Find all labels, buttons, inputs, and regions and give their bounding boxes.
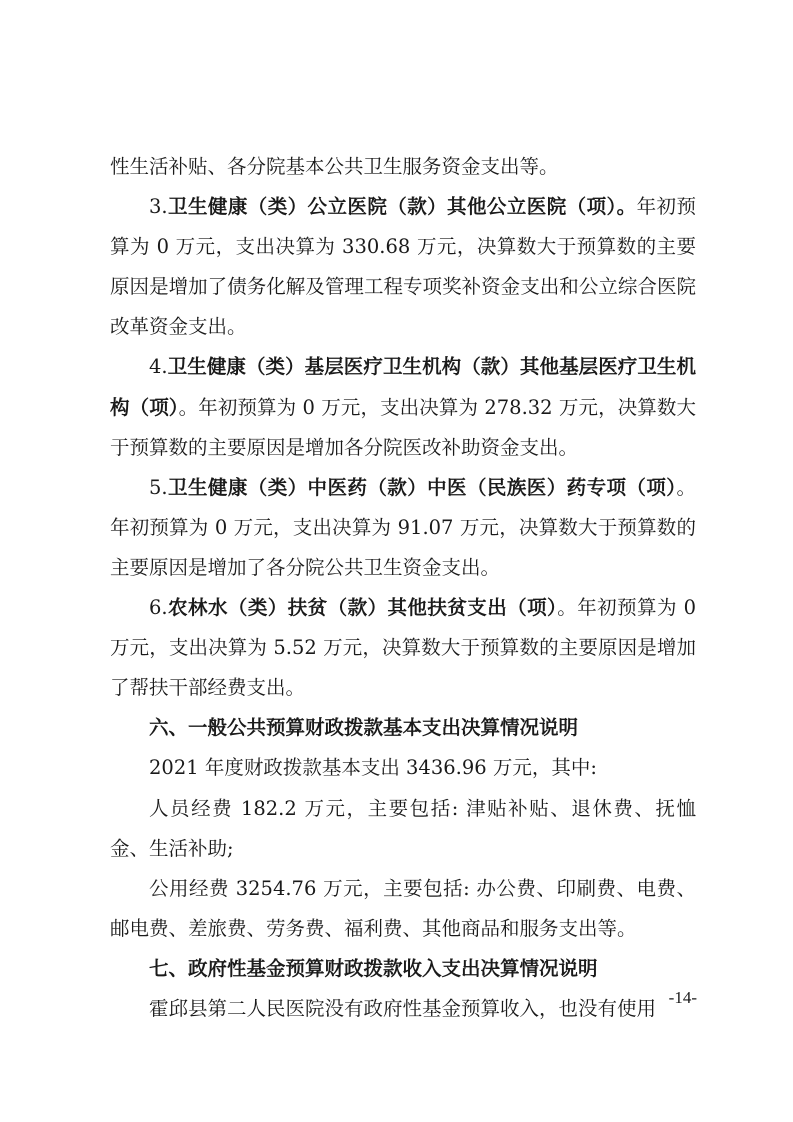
item-body: 。年初预算为 0 万元，支出决算为 5.52 万元，决算数大于预算数的主要原因是增加了帮扶干部经费支出。 [110, 596, 696, 700]
item-title: 卫生健康（类）中医药（款）中医（民族医）药专项（项） [167, 475, 677, 499]
paragraph-personnel-costs: 人员经费 182.2 万元，主要包括: 津贴补贴、退休费、抚恤金、生活补助; [110, 796, 696, 860]
page-number: -14- [668, 988, 697, 1007]
item-number: 5. [149, 475, 168, 499]
item-body: 年初预算为 0 万元，支出决算为 330.68 万元，决算数大于预算数的主要原因是增加了债务化解及管理工程专项奖补资金支出和公立综合医院改革资金支出。 [110, 195, 696, 339]
paragraph-continuation: 性生活补贴、各分院基本公共卫生服务资金支出等。 [110, 155, 559, 178]
item-body: 。年初预算为 0 万元，支出决算为 278.32 万元，决算数大于预算数的主要原因是增加各分院医改补助资金支出。 [110, 395, 696, 459]
section-heading-6: 六、一般公共预算财政拨款基本支出决算情况说明 [149, 716, 579, 740]
item-title: 卫生健康（类）公立医院（款）其他公立医院（项）。 [167, 195, 637, 219]
paragraph-government-fund: 霍邱县第二人民医院没有政府性基金预算收入，也没有使用 [149, 996, 657, 1020]
item-title: 农林水（类）扶贫（款）其他扶贫支出（项） [167, 596, 558, 620]
paragraph-item-6 [110, 588, 696, 708]
item-body: 。年初预算为 0 万元，支出决算为 91.07 万元，决算数大于预算数的主要原因是增加了各分院公共卫生资金支出。 [110, 475, 696, 579]
paragraph-item-3 [110, 187, 696, 347]
item-number: 3. [149, 195, 168, 219]
paragraph-item-4 [110, 347, 696, 467]
section-heading-7: 七、政府性基金预算财政拨款收入支出决算情况说明 [149, 956, 598, 980]
paragraph-item-5 [110, 468, 696, 588]
item-number: 4. [149, 355, 168, 379]
body-text [110, 147, 696, 1029]
paragraph-basic-expenditure: 2021 年度财政拨款基本支出 3436.96 万元，其中: [149, 756, 597, 780]
item-number: 6. [149, 596, 168, 620]
item-title: 卫生健康（类）基层医疗卫生机构（款）其他基层医疗卫生机构（项） [110, 355, 696, 419]
paragraph-public-costs: 公用经费 3254.76 万元，主要包括: 办公费、印刷费、电费、邮电费、差旅费、劳务费、福利费、其他商品和服务支出等。 [110, 876, 696, 940]
